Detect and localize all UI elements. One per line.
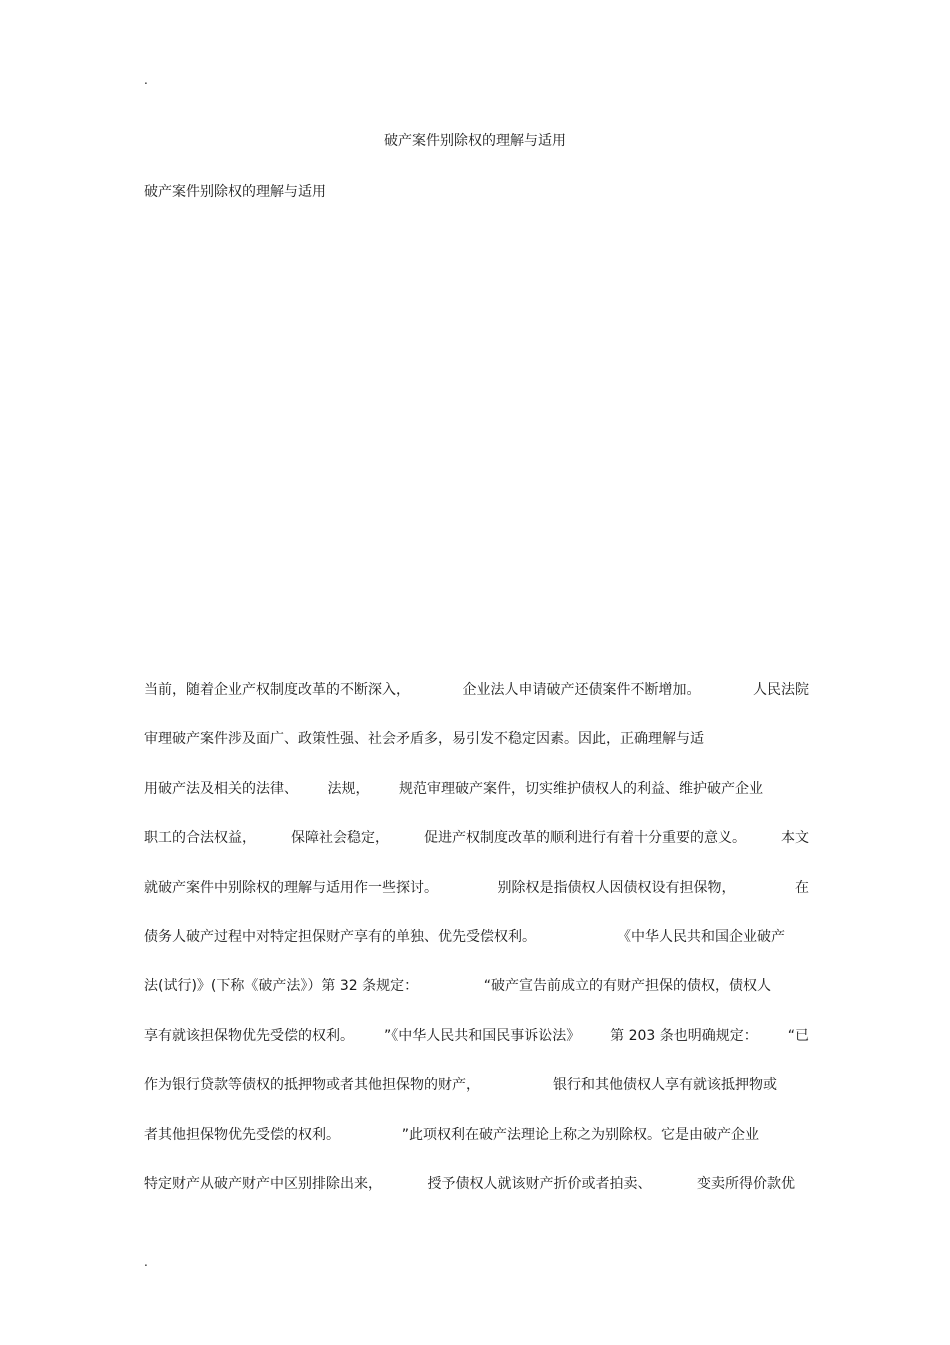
text-segment: 保障社会稳定， xyxy=(291,830,389,847)
page-bottom-mark: . xyxy=(144,1255,148,1269)
body-text xyxy=(144,680,809,1223)
text-line xyxy=(144,1075,809,1124)
text-segment: 作为银行贷款等债权的抵押物或者其他担保物的财产， xyxy=(144,1077,480,1094)
text-segment: 授予债权人就该财产折价或者拍卖、 xyxy=(427,1175,652,1192)
text-segment: 别除权是指债权人因债权设有担保物， xyxy=(497,879,736,896)
document-subtitle: 破产案件别除权的理解与适用 xyxy=(144,184,326,200)
text-line xyxy=(144,976,809,1025)
text-segment: 促进产权制度改革的顺利进行有着十分重要的意义。 xyxy=(424,830,746,847)
text-segment: 企业法人申请破产还债案件不断增加。 xyxy=(462,682,701,698)
text-segment: 债务人破产过程中对特定担保财产享有的单独、优先受偿权利。 xyxy=(144,928,536,945)
text-line xyxy=(144,680,809,729)
text-segment: 用破产法及相关的法律、 xyxy=(144,780,298,797)
text-line xyxy=(144,878,809,927)
text-segment: 特定财产从破产财产中区别排除出来， xyxy=(144,1175,382,1192)
text-line xyxy=(144,1125,809,1174)
text-line xyxy=(144,828,809,877)
text-segment: 享有就该担保物优先受偿的权利。 xyxy=(144,1027,354,1044)
text-segment: ”《中华人民共和国民事诉讼法》 xyxy=(383,1027,581,1044)
text-segment: 银行和其他债权人享有就该抵押物或 xyxy=(553,1077,777,1094)
text-segment: 在 xyxy=(795,879,809,896)
text-segment: 规范审理破产案件，切实维护债权人的利益、维护破产企业 xyxy=(399,780,763,797)
text-segment: 变卖所得价款优 xyxy=(697,1175,795,1192)
text-segment: 本文 xyxy=(781,830,809,847)
page-top-mark: . xyxy=(144,73,148,87)
text-segment: 第 203 条也明确规定： xyxy=(610,1027,758,1044)
text-segment: 职工的合法权益， xyxy=(144,830,256,847)
text-segment: 就破产案件中别除权的理解与适用作一些探讨。 xyxy=(144,879,438,896)
text-segment: ”此项权利在破产法理论上称之为别除权。它是由破产企业 xyxy=(401,1126,759,1143)
text-line xyxy=(144,1026,809,1075)
text-segment: 者其他担保物优先受偿的权利。 xyxy=(144,1126,340,1143)
text-segment: “已 xyxy=(787,1027,809,1044)
text-segment: 人民法院 xyxy=(753,682,809,698)
text-segment: “破产宣告前成立的有财产担保的债权，债权人 xyxy=(483,978,771,995)
text-line xyxy=(144,927,809,976)
text-line xyxy=(144,729,809,778)
document-title: 破产案件别除权的理解与适用 xyxy=(384,133,566,149)
text-segment: 审理破产案件涉及面广、政策性强、社会矛盾多，易引发不稳定因素。因此，正确理解与适 xyxy=(144,731,704,748)
text-segment: 《中华人民共和国企业破产 xyxy=(617,928,785,945)
text-segment: 法(试行)》(下称《破产法》）第 32 条规定： xyxy=(144,978,419,995)
text-line xyxy=(144,1174,809,1223)
text-segment: 当前，随着企业产权制度改革的不断深入， xyxy=(144,682,410,698)
text-line xyxy=(144,779,809,828)
text-segment: 法规， xyxy=(327,780,370,797)
